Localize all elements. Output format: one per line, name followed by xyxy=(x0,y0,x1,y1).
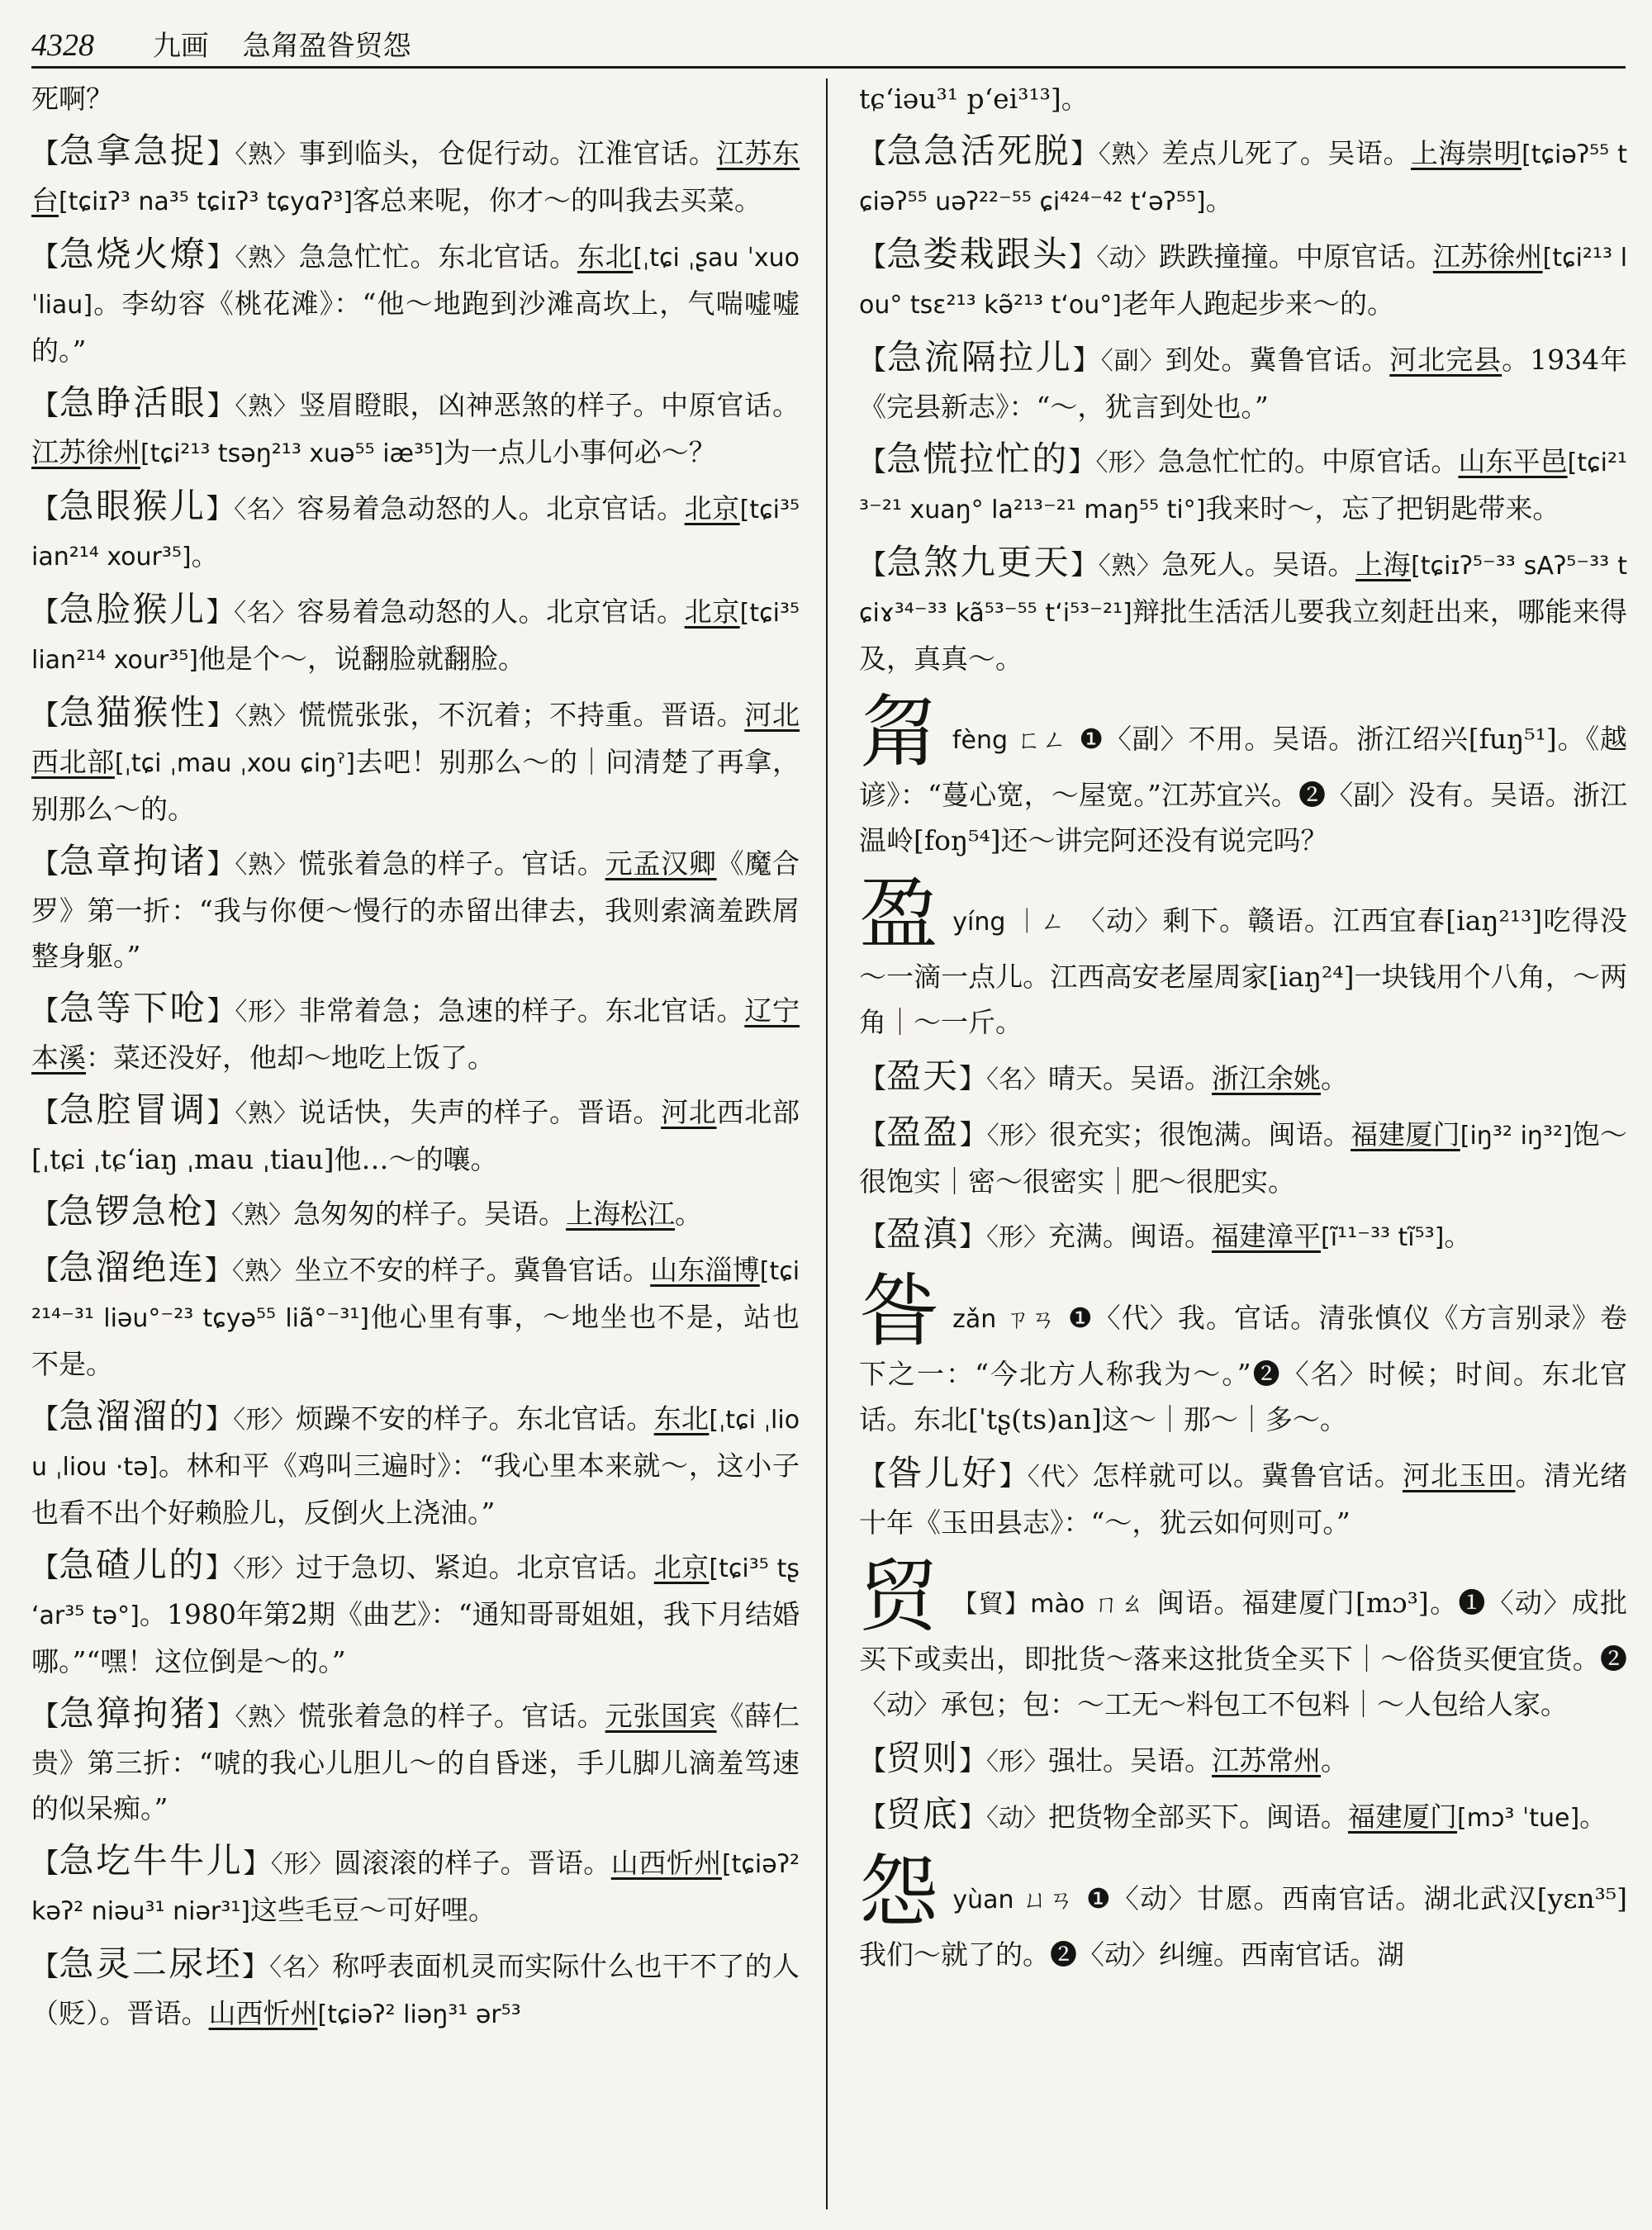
right-column xyxy=(859,76,1627,2215)
part-of-speech: 〈名〉 xyxy=(269,1953,333,1982)
location: 东北 xyxy=(577,240,634,273)
pinyin: yùan ㄩㄢ xyxy=(952,1886,1075,1914)
dictionary-entry: 【贸则】〈形〉强壮。吴语。江苏常州。 xyxy=(859,1738,1349,1778)
example: 。 xyxy=(1321,1062,1349,1094)
dictionary-entry: 【急章拘诸】〈熟〉慌张着急的样子。官话。元孟汉卿《魔合罗》第一折：“我与你便～慢行的赤留出律去，我则索滴羞跌屑整身躯。” xyxy=(31,841,800,972)
pronunciation: [tɕi²¹³⁻²¹ xuaŋ° la²¹³⁻²¹ maŋ⁵⁵ ti°] xyxy=(859,448,1627,524)
definition: 差点儿死了。吴语。 xyxy=(1161,137,1411,169)
dictionary-entry: 【急煞九更天】〈熟〉急死人。吴语。上海[tɕiɪʔ⁵⁻³³ sAʔ⁵⁻³³ tɕiɤ³⁴⁻³³ kã⁵³⁻⁵⁵ tʻi⁵³⁻²¹]辩批生活活儿要我立刻赶出来，哪能来得及，真真～。 xyxy=(859,542,1627,675)
example: 他心里有事，～地坐也不是，站也不是。 xyxy=(31,1301,800,1380)
part-of-speech: 〈熟〉 xyxy=(231,1257,295,1286)
left-column xyxy=(31,76,800,2215)
headword: 急溜绝连 xyxy=(59,1247,205,1288)
location: 上海松江 xyxy=(566,1198,676,1230)
definition: 非常着急；急速的样子。东北官话。 xyxy=(298,994,745,1027)
headword: 急圪牛牛儿 xyxy=(59,1840,244,1881)
location: 江苏徐州 xyxy=(1432,240,1543,273)
definition: 急急忙忙的。中原官话。 xyxy=(1157,445,1459,477)
pronunciation: [tɕi²¹³ lou° tsɛ²¹³ kə̃²¹³ tʻou°] xyxy=(859,244,1627,320)
character-entry xyxy=(859,1265,1627,1442)
headword: 急烧火燎 xyxy=(59,234,207,274)
dictionary-entry: 【急脸猴儿】〈名〉容易着急动怒的人。北京官话。北京[tɕi³⁵ lian²¹⁴ xour³⁵]他是个～，说翻脸就翻脸。 xyxy=(31,589,800,675)
location: 元张国宾 xyxy=(605,1700,717,1732)
example: 这些毛豆～可好哩。 xyxy=(250,1894,496,1926)
location: 辽宁本溪 xyxy=(31,994,800,1074)
dictionary-entry: 【急碴儿的】〈形〉过于急切、紧迫。北京官话。北京[tɕi³⁵ tʂʻar³⁵ tə°]。1980年第2期《曲艺》：“通知哥哥姐姐，我下月结婚哪。”“嘿！这位倒是～的。” xyxy=(31,1544,800,1677)
header-rule xyxy=(31,66,1626,69)
example: 。林和平《鸡叫三遍时》：“我心里本来就～，这小子也看不出个好赖脸儿，反倒火上浇油。” xyxy=(31,1450,800,1529)
pronunciation: [tɕi²¹⁴⁻³¹ liəu°⁻²³ tɕyə⁵⁵ liã°⁻³¹] xyxy=(31,1257,800,1333)
example: 。李幼容《桃花滩》：“他～地跑到沙滩高坎上，气喘嘘嘘的。” xyxy=(31,287,800,367)
pronunciation: [tɕiɪʔ⁵⁻³³ sAʔ⁵⁻³³ tɕiɤ³⁴⁻³³ kã⁵³⁻⁵⁵ tʻi⁵³⁻²¹] xyxy=(859,552,1627,628)
page-number: 4328 xyxy=(31,28,94,63)
location: 北京 xyxy=(653,1551,710,1583)
head-character: 甮 xyxy=(859,686,939,779)
dictionary-entry: 【急锣急枪】〈熟〉急匆匆的样子。吴语。上海松江。 xyxy=(31,1191,703,1231)
example: 。 xyxy=(191,539,219,572)
part-of-speech: 〈动〉 xyxy=(986,1804,1049,1833)
dictionary-entry: 【急慌拉忙的】〈形〉急急忙忙的。中原官话。山东平邑[tɕi²¹³⁻²¹ xuaŋ° la²¹³⁻²¹ maŋ⁵⁵ ti°]我来时～，忘了把钥匙带来。 xyxy=(859,439,1627,524)
headword: 盈天 xyxy=(886,1056,960,1096)
headword: 急脸猴儿 xyxy=(59,589,206,629)
dictionary-entry: 【盈盈】〈形〉很充实；很饱满。闽语。福建厦门[iŋ³² iŋ³²]饱～很饱实｜密～很密实｜肥～很肥实。 xyxy=(859,1112,1627,1198)
part-of-speech: 〈形〉 xyxy=(270,1850,335,1879)
definition: 圆滚滚的样子。晋语。 xyxy=(334,1847,611,1879)
dictionary-entry: 【盈滇】〈形〉充满。闽语。福建漳平[ĩ¹¹⁻³³ tĩ⁵³]。 xyxy=(859,1213,1472,1254)
location: 福建厦门 xyxy=(1348,1801,1458,1833)
example: 我来时～，忘了把钥匙带来。 xyxy=(1205,492,1560,524)
example: 。 xyxy=(1321,1744,1349,1777)
part-of-speech: 〈形〉 xyxy=(986,1223,1049,1252)
pronunciation: [mɔ³ ˈtue] xyxy=(1457,1804,1580,1833)
definition: 急急忙忙。东北官话。 xyxy=(298,240,577,273)
head-character: 怨 xyxy=(859,1846,940,1938)
pronunciation: [tɕi²¹³ tsəŋ²¹³ xuə⁵⁵ iæ³⁵] xyxy=(140,439,444,468)
headword: 急拿急捉 xyxy=(59,130,207,171)
character-definition: ❶〈代〉我。官话。清张慎仪《方言别录》卷下之一：“今北方人称我为～。”❷〈名〉时候；时间。东北官话。东北[ˈtʂ(ts)an]这～｜那～｜多～。 xyxy=(859,1302,1627,1435)
dictionary-entry: 【急腔冒调】〈熟〉说话快，失声的样子。晋语。河北西北部[ˌtɕi ˌtɕʻiaŋ ˌmau ˌtiau]他…～的嚷。 xyxy=(31,1089,800,1175)
head-character: 贸 xyxy=(859,1550,940,1643)
dictionary-entry: 【急娄栽跟头】〈动〉跌跌撞撞。中原官话。江苏徐州[tɕi²¹³ lou° tsɛ²¹³ kə̃²¹³ tʻou°]老年人跑起步来～的。 xyxy=(859,234,1627,320)
pronunciation: [tɕiəʔ² kəʔ² niəu³¹ niər³¹] xyxy=(31,1850,800,1926)
part-of-speech: 〈名〉 xyxy=(234,599,297,628)
part-of-speech: 〈形〉 xyxy=(233,1406,297,1435)
location: 江苏东台 xyxy=(31,137,800,216)
example: 《魔合罗》第一折：“我与你便～慢行的赤留出律去，我则索滴羞跌屑整身躯。” xyxy=(31,847,800,972)
part-of-speech: 〈副〉 xyxy=(1100,347,1165,376)
definition: 强壮。吴语。 xyxy=(1048,1744,1213,1777)
definition: 急死人。吴语。 xyxy=(1161,548,1356,581)
dictionary-entry: 【急眼猴儿】〈名〉容易着急动怒的人。北京官话。北京[tɕi³⁵ ian²¹⁴ xour³⁵]。 xyxy=(31,486,800,572)
location: 江苏常州 xyxy=(1212,1744,1322,1777)
headword: 急睁活眼 xyxy=(59,382,207,423)
part-of-speech: 〈代〉 xyxy=(1027,1463,1093,1492)
dictionary-entry: 【急猫猴性】〈熟〉慌慌张张，不沉着；不持重。晋语。河北西北部[ˌtɕi ˌmau ˌxou ɕiŋˀ]去吧！别那么～的｜问清楚了再拿，别那么～的。 xyxy=(31,692,800,825)
dictionary-entry: 【急睁活眼】〈熟〉竖眉瞪眼，凶神恶煞的样子。中原官话。江苏徐州[tɕi²¹³ tsəŋ²¹³ xuə⁵⁵ iæ³⁵]为一点儿小事何必～？ xyxy=(31,382,800,468)
example: 。1980年第2期《曲艺》：“通知哥哥姐姐，我下月结婚哪。”“嘿！这位倒是～的。” xyxy=(31,1598,800,1677)
example: 。清光绪十年《玉田县志》：“～，犹云如何则可。” xyxy=(859,1459,1627,1539)
example: 他是个～，说翻脸就翻脸。 xyxy=(197,643,525,675)
definition: 急匆匆的样子。吴语。 xyxy=(293,1198,567,1230)
definition: 慌张着急的样子。官话。 xyxy=(298,1700,605,1732)
example: ：菜还没好，他却～地吃上饭了。 xyxy=(86,1041,495,1074)
part-of-speech: 〈熟〉 xyxy=(235,702,299,731)
example: 。 xyxy=(675,1198,703,1230)
dictionary-entry xyxy=(859,76,1627,121)
definition: 称呼表面机灵而实际什么也干不了的人（贬）。晋语。 xyxy=(31,1950,800,2029)
part-of-speech: 〈熟〉 xyxy=(235,392,299,421)
location: 江苏徐州 xyxy=(31,436,140,468)
character-definition: 闽语。福建厦门[mɔ³]。❶〈动〉成批买下或卖出，即批货～落来这批货全买下｜～俗货买便宜货。❷〈动〉承包；包：～工无～料包工不包料｜～人包给人家。 xyxy=(859,1587,1627,1720)
location: 东北 xyxy=(653,1402,710,1435)
definition: 很充实；很饱满。闽语。 xyxy=(1049,1118,1351,1151)
definition: 说话快，失声的样子。晋语。 xyxy=(298,1096,662,1128)
definition: 晴天。吴语。 xyxy=(1048,1062,1213,1094)
pronunciation: [tɕiəʔ⁵⁵ tɕiəʔ⁵⁵ uəʔ²²⁻⁵⁵ ɕi⁴²⁴⁻⁴² tʻəʔ⁵⁵] xyxy=(859,140,1627,216)
part-of-speech: 〈熟〉 xyxy=(231,1201,294,1230)
definition: 过于急切、紧迫。北京官话。 xyxy=(296,1551,654,1583)
pronunciation: [tɕi³⁵ tʂʻar³⁵ tə°] xyxy=(31,1554,800,1630)
dictionary-entry: 【盈天】〈名〉晴天。吴语。浙江余姚。 xyxy=(859,1056,1349,1096)
example: 。1934年《完县新志》：“～，犹言到处也。” xyxy=(859,344,1627,423)
dictionary-entry: 【急等下呛】〈形〉非常着急；急速的样子。东北官话。辽宁本溪：菜还没好，他却～地吃上饭了。 xyxy=(31,988,800,1074)
part-of-speech: 〈名〉 xyxy=(234,496,297,524)
headword: 急慌拉忙的 xyxy=(886,439,1069,479)
part-of-speech: 〈形〉 xyxy=(233,1554,297,1583)
part-of-speech: 〈熟〉 xyxy=(235,851,299,880)
pinyin: 【貿】mào ㄇㄠ xyxy=(952,1590,1146,1619)
location: 北京 xyxy=(684,595,740,628)
headword: 急煞九更天 xyxy=(886,542,1071,582)
pronunciation: [tɕi³⁵ ian²¹⁴ xour³⁵] xyxy=(31,496,800,572)
pronunciation: [tɕi³⁵ lian²¹⁴ xour³⁵] xyxy=(31,599,800,675)
example: 老年人跑起步来～的。 xyxy=(1121,287,1394,320)
column-divider xyxy=(826,78,828,2209)
location: 山西忻州 xyxy=(208,1997,318,2029)
head-character: 盈 xyxy=(859,868,940,961)
dictionary-entry: 【贸底】〈动〉把货物全部买下。闽语。福建厦门[mɔ³ ˈtue]。 xyxy=(859,1794,1607,1834)
example: 为一点儿小事何必～？ xyxy=(443,436,716,468)
example: 。 xyxy=(1579,1801,1607,1833)
part-of-speech: 〈熟〉 xyxy=(235,1703,299,1732)
pronunciation: [ˌtɕi ˌliou ˌliou ·tə] xyxy=(31,1406,800,1482)
headword: 急腔冒调 xyxy=(59,1089,207,1130)
location: 福建漳平 xyxy=(1212,1220,1322,1252)
dictionary-entry: 【急急活死脱】〈熟〉差点儿死了。吴语。上海崇明[tɕiəʔ⁵⁵ tɕiəʔ⁵⁵ uəʔ²²⁻⁵⁵ ɕi⁴²⁴⁻⁴² tʻəʔ⁵⁵]。 xyxy=(859,130,1627,216)
headword: 急等下呛 xyxy=(59,988,207,1028)
example: 《薛仁贵》第三折：“唬的我心儿胆儿～的自昏迷，手儿脚儿滴羞笃速的似呆痴。” xyxy=(31,1700,800,1824)
dictionary-entry xyxy=(31,76,800,121)
headword: 急猫猴性 xyxy=(59,692,207,733)
headword: 贸则 xyxy=(886,1738,960,1778)
location: 福建厦门 xyxy=(1351,1118,1460,1151)
definition: 怎样就可以。冀鲁官话。 xyxy=(1092,1459,1403,1492)
location: 河北西北部 xyxy=(31,699,800,778)
part-of-speech: 〈熟〉 xyxy=(235,244,299,273)
location: 山东平邑 xyxy=(1458,445,1568,477)
definition: 容易着急动怒的人。北京官话。 xyxy=(297,492,685,524)
headword: 贸底 xyxy=(886,1794,960,1834)
example: 饱～很饱实｜密～很密实｜肥～很肥实。 xyxy=(859,1118,1627,1198)
definition: 烦躁不安的样子。东北官话。 xyxy=(296,1402,654,1435)
dictionary-entry: 【急圪牛牛儿】〈形〉圆滚滚的样子。晋语。山西忻州[tɕiəʔ² kəʔ² niəu³¹ niər³¹]这些毛豆～可好哩。 xyxy=(31,1840,800,1926)
part-of-speech: 〈熟〉 xyxy=(235,140,299,169)
part-of-speech: 〈熟〉 xyxy=(235,1099,299,1128)
character-entry xyxy=(859,868,1627,1045)
location: 元孟汉卿 xyxy=(605,847,717,880)
definition: 坐立不安的样子。冀鲁官话。 xyxy=(294,1254,651,1286)
headword: 急流隔拉儿 xyxy=(886,337,1073,377)
dictionary-entry: 【急灵二尿坯】〈名〉称呼表面机灵而实际什么也干不了的人（贬）。晋语。山西忻州[tɕiəʔ² liəŋ³¹ ər⁵³ xyxy=(31,1943,800,2029)
pinyin: yíng ｜ㄥ xyxy=(952,908,1066,937)
part-of-speech: 〈名〉 xyxy=(986,1065,1049,1094)
dictionary-entry: 【昝儿好】〈代〉怎样就可以。冀鲁官话。河北玉田。清光绪十年《玉田县志》：“～，犹云如何则可。” xyxy=(859,1453,1627,1539)
headword: 急灵二尿坯 xyxy=(59,1943,242,1984)
example: 。 xyxy=(1205,184,1233,216)
dictionary-entry: 【急烧火燎】〈熟〉急急忙忙。东北官话。东北[ˌtɕi ˌʂau ˈxuo ˈliau]。李幼容《桃花滩》：“他～地跑到沙滩高坎上，气喘嘘嘘的。” xyxy=(31,234,800,367)
definition: 慌张着急的样子。官话。 xyxy=(298,847,605,880)
definition: 竖眉瞪眼，凶神恶煞的样子。中原官话。 xyxy=(298,389,800,421)
part-of-speech: 〈形〉 xyxy=(986,1122,1050,1151)
headword: 急锣急枪 xyxy=(59,1191,205,1231)
character-entry xyxy=(859,1550,1627,1727)
example: 西北部[ˌtɕi ˌtɕʻiaŋ ˌmau ˌtiau]他…～的嚷。 xyxy=(31,1096,800,1175)
headword: 急獐拘猪 xyxy=(59,1693,207,1734)
dictionary-entry: 【急獐拘猪】〈熟〉慌张着急的样子。官话。元张国宾《薛仁贵》第三折：“唬的我心儿胆儿～的自昏迷，手儿脚儿滴羞笃速的似呆痴。” xyxy=(31,1693,800,1824)
example: 。 xyxy=(1444,1220,1472,1252)
entry-continuation: 死啊？ xyxy=(31,83,113,115)
header-chars: 急甮盈昝贸怨 xyxy=(242,30,411,63)
definition: 事到临头，仓促行动。江淮官话。 xyxy=(298,137,717,169)
example: 辩批生活活儿要我立刻赶出来，哪能来得及，真真～。 xyxy=(859,595,1627,675)
location: 山东淄博 xyxy=(650,1254,760,1286)
pronunciation: [tɕiəʔ² liəŋ³¹ ər⁵³ xyxy=(317,2000,521,2029)
page-header xyxy=(31,25,1626,66)
character-definition: 〈动〉剩下。赣语。江西宜春[iaŋ²¹³]吃得没～一滴一点儿。江西高安老屋周家[iaŋ²⁴]一块钱用个八角，～两角｜～一斤。 xyxy=(859,904,1627,1038)
definition: 充满。闽语。 xyxy=(1048,1220,1213,1252)
section-label: 九画 xyxy=(152,30,209,63)
pronunciation: [ˌtɕi ˌʂau ˈxuo ˈliau] xyxy=(31,244,800,320)
head-character: 昝 xyxy=(859,1265,940,1358)
location: 上海 xyxy=(1355,548,1412,581)
pinyin: fèng ㄈㄥ xyxy=(952,726,1068,755)
entry-continuation: tɕʻiəu³¹ pʻei³¹³]。 xyxy=(859,83,1089,115)
part-of-speech: 〈形〉 xyxy=(1095,448,1158,477)
part-of-speech: 〈熟〉 xyxy=(1098,552,1162,581)
pinyin: zǎn ㄗㄢ xyxy=(952,1305,1056,1334)
headword: 昝儿好 xyxy=(887,1453,999,1493)
part-of-speech: 〈熟〉 xyxy=(1098,140,1162,169)
headword: 急章拘诸 xyxy=(59,841,207,881)
pronunciation: [ĩ¹¹⁻³³ tĩ⁵³] xyxy=(1321,1223,1445,1252)
character-definition: ❶〈副〉不用。吴语。浙江绍兴[fuŋ⁵¹]。《越谚》：“蔓心宽，～屋宽。”江苏宜兴。❷〈副〉没有。吴语。浙江温岭[foŋ⁵⁴]还～讲完阿还没有说完吗？ xyxy=(859,723,1627,856)
headword: 急碴儿的 xyxy=(59,1544,206,1585)
location: 河北完县 xyxy=(1389,344,1502,376)
pronunciation: [ˌtɕi ˌmau ˌxou ɕiŋˀ] xyxy=(114,749,355,778)
headword: 急溜溜的 xyxy=(59,1396,206,1436)
part-of-speech: 〈形〉 xyxy=(986,1748,1049,1777)
headword: 急眼猴儿 xyxy=(59,486,206,526)
example: 去吧！别那么～的｜问清楚了再拿，别那么～的。 xyxy=(31,746,800,825)
location: 山西忻州 xyxy=(610,1847,722,1879)
location: 河北玉田 xyxy=(1402,1459,1516,1492)
dictionary-entry: 【急流隔拉儿】〈副〉到处。冀鲁官话。河北完县。1934年《完县新志》：“～，犹言到处也。” xyxy=(859,337,1627,423)
definition: 跌跌撞撞。中原官话。 xyxy=(1158,240,1433,273)
part-of-speech: 〈动〉 xyxy=(1096,244,1159,273)
location: 北京 xyxy=(684,492,740,524)
headword: 盈盈 xyxy=(886,1112,960,1152)
definition: 容易着急动怒的人。北京官话。 xyxy=(297,595,685,628)
example: 客总来呢，你才～的叫我去买菜。 xyxy=(353,184,762,216)
headword: 急娄栽跟头 xyxy=(886,234,1070,274)
definition: 把货物全部买下。闽语。 xyxy=(1048,1801,1349,1833)
pronunciation: [tɕiɪʔ³ na³⁵ tɕiɪʔ³ tɕyɑʔ³] xyxy=(59,187,354,216)
definition: 到处。冀鲁官话。 xyxy=(1165,344,1390,376)
dictionary-entry: 【急溜溜的】〈形〉烦躁不安的样子。东北官话。东北[ˌtɕi ˌliou ˌliou ·tə]。林和平《鸡叫三遍时》：“我心里本来就～，这小子也看不出个好赖脸儿，反倒火上浇油。” xyxy=(31,1396,800,1529)
character-entry xyxy=(859,1846,1627,1977)
pronunciation: [iŋ³² iŋ³²] xyxy=(1460,1122,1573,1151)
part-of-speech: 〈形〉 xyxy=(235,998,299,1027)
headword: 盈滇 xyxy=(886,1213,960,1254)
headword: 急急活死脱 xyxy=(886,130,1071,171)
definition: 慌慌张张，不沉着；不持重。晋语。 xyxy=(298,699,745,731)
dictionary-entry: 【急溜绝连】〈熟〉坐立不安的样子。冀鲁官话。山东淄博[tɕi²¹⁴⁻³¹ liəu°⁻²³ tɕyə⁵⁵ liã°⁻³¹]他心里有事，～地坐也不是，站也不是。 xyxy=(31,1247,800,1380)
character-entry xyxy=(859,686,1627,863)
character-definition: ❶〈动〉甘愿。西南官话。湖北武汉[yɛn³⁵]我们～就了的。❷〈动〉纠缠。西南官话。湖 xyxy=(859,1882,1627,1971)
location: 浙江余姚 xyxy=(1212,1062,1322,1094)
location: 河北 xyxy=(661,1096,717,1128)
location: 上海崇明 xyxy=(1410,137,1522,169)
dictionary-entry: 【急拿急捉】〈熟〉事到临头，仓促行动。江淮官话。江苏东台[tɕiɪʔ³ na³⁵ tɕiɪʔ³ tɕyɑʔ³]客总来呢，你才～的叫我去买菜。 xyxy=(31,130,800,216)
